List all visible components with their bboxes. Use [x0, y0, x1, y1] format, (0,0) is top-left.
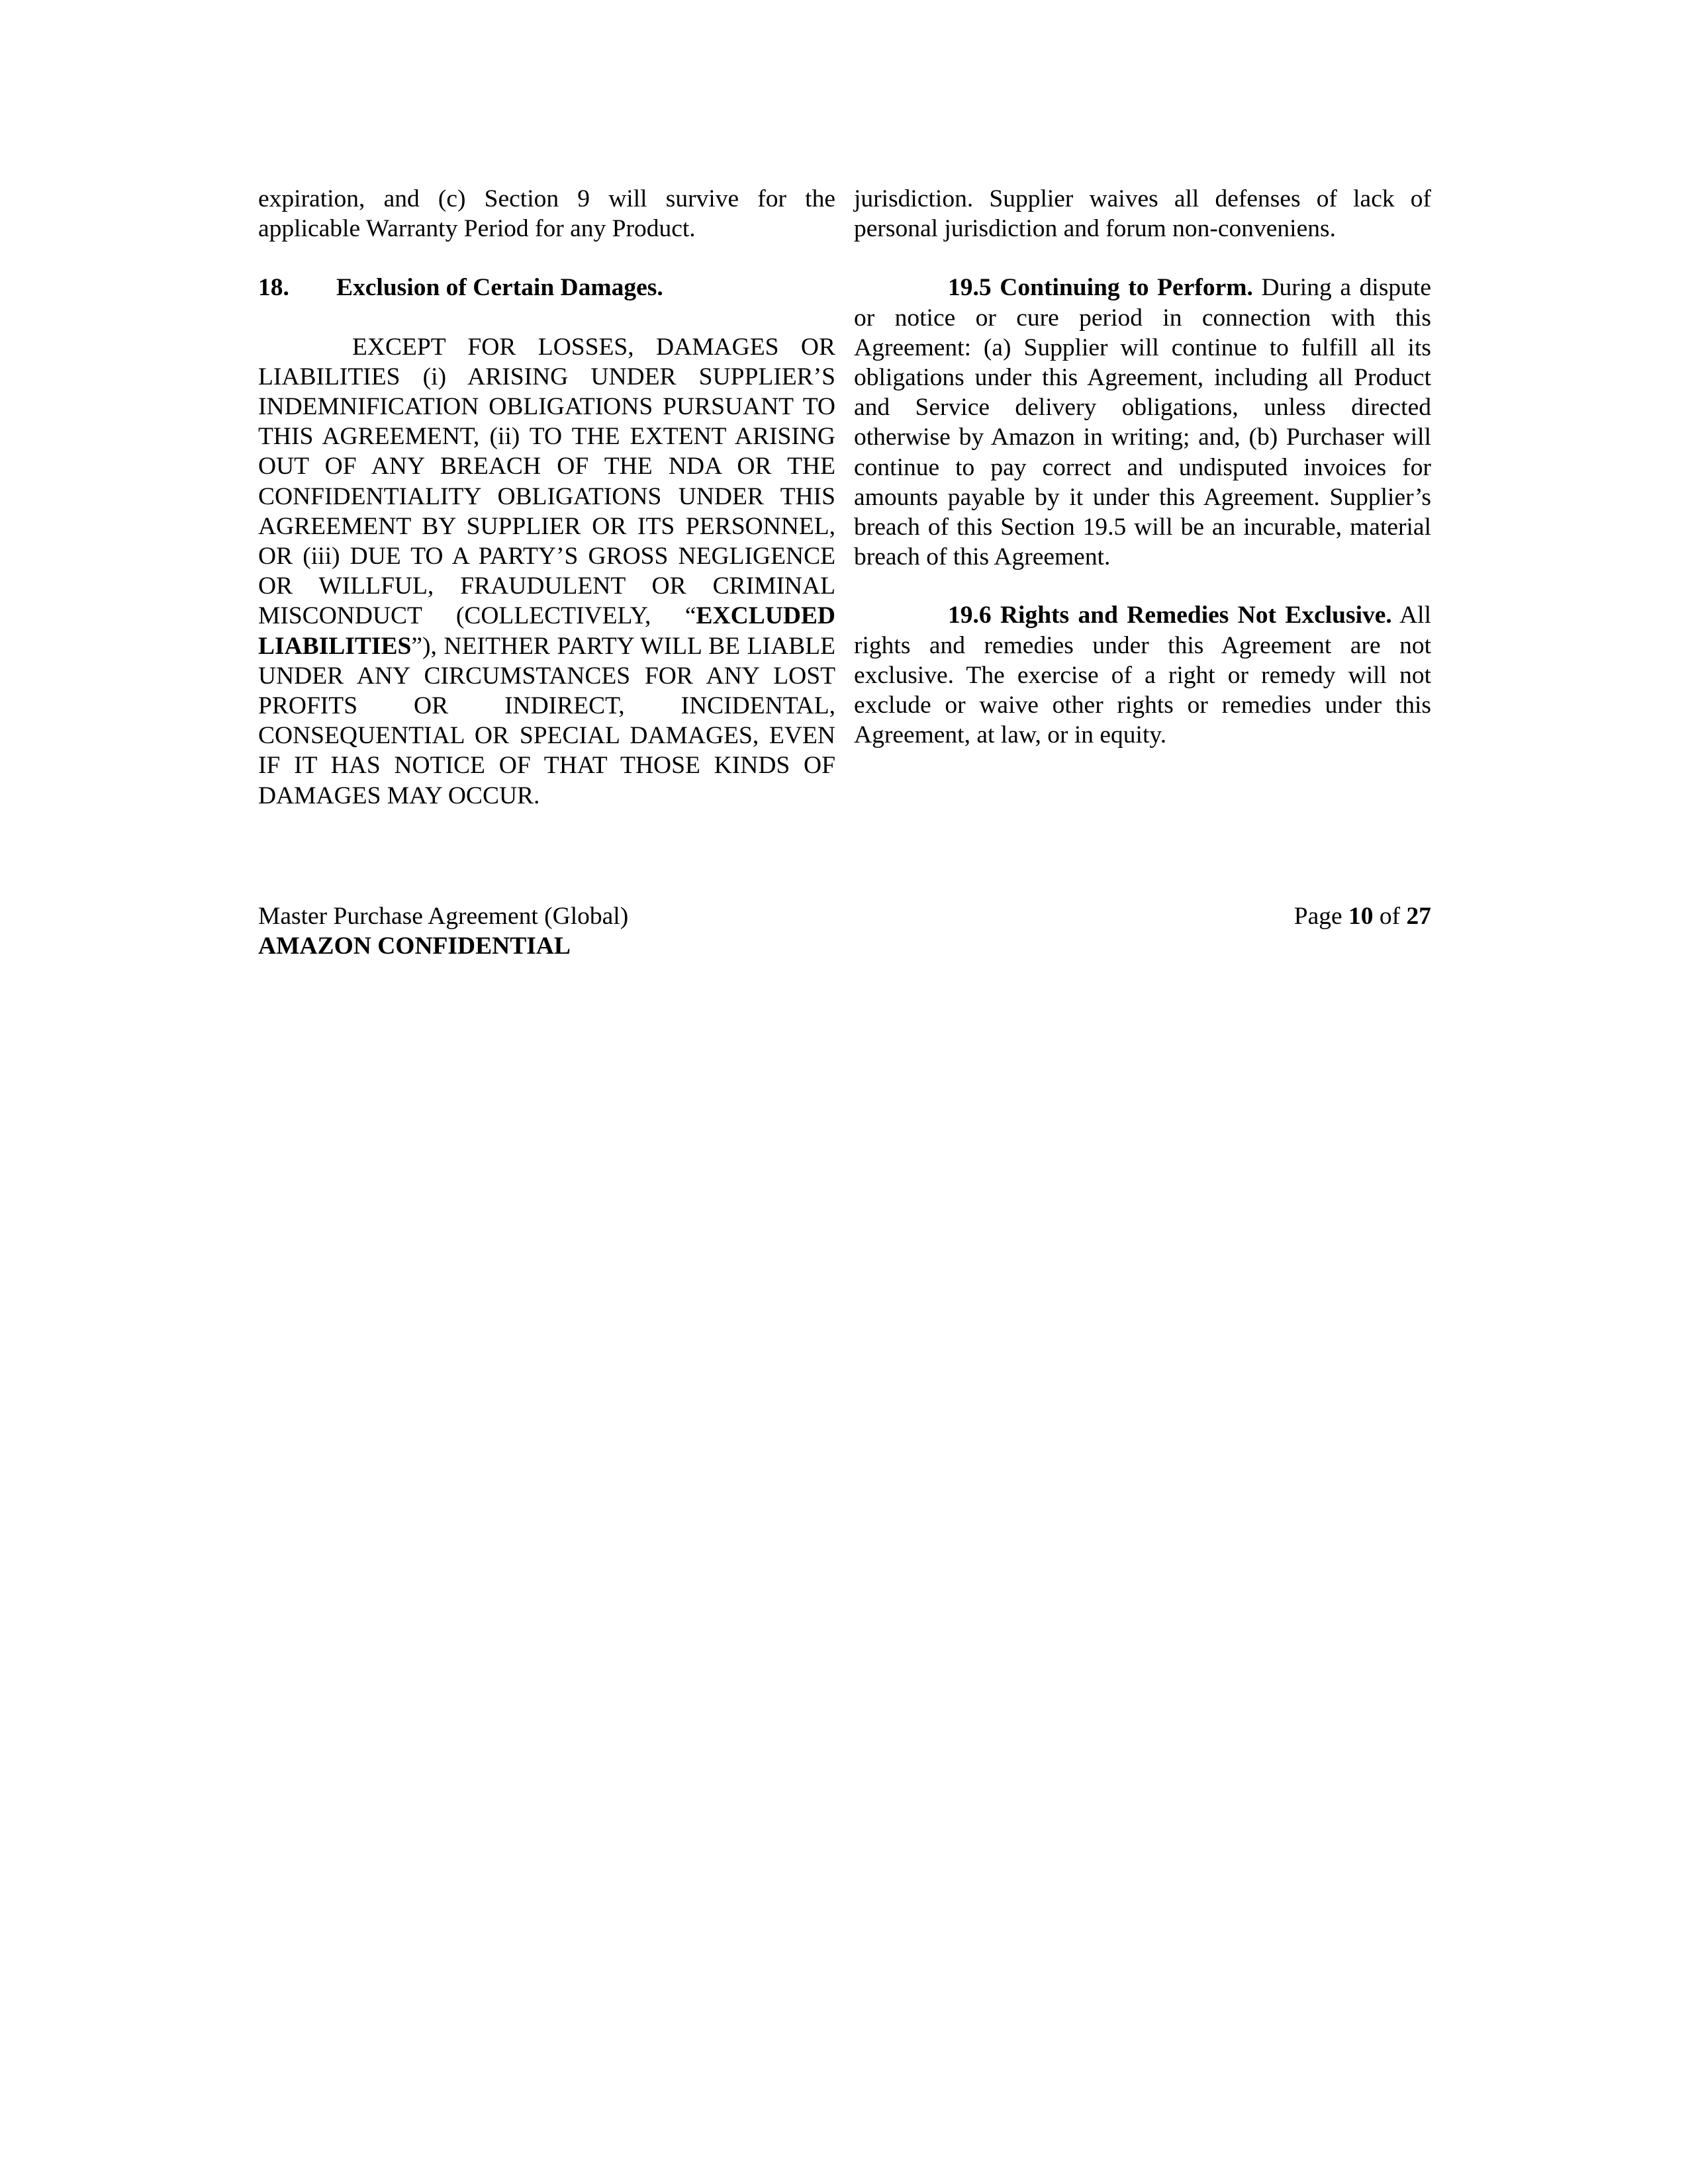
exclusion-text-end: ”), NEITHER PARTY WILL BE LIABLE UNDER ANY CIRCUMSTANCES FOR ANY LOST PROFITS OR INDIRECT, INCIDENTAL, CONSEQUENTIAL OR SPECIAL DAMAGES, EVEN IF IT HAS NOTICE OF THAT THOSE KINDS OF DAMAGES MAY OCCUR. [258, 632, 835, 809]
confidential-label: AMAZON CONFIDENTIAL [258, 933, 571, 960]
document-title: Master Purchase Agreement (Global) [258, 903, 629, 930]
survival-paragraph: expiration, and (c) Section 9 will survive for the applicable Warranty Period for any Product. [258, 185, 835, 243]
right-column [854, 184, 1431, 750]
page-number [1294, 901, 1431, 931]
section-19-6-paragraph [854, 600, 1431, 750]
exclusion-text-start: EXCEPT FOR LOSSES, DAMAGES OR LIABILITIES (i) ARISING UNDER SUPPLIER’S INDEMNIFICATION OBLIGATIONS PURSUANT TO THIS AGREEMENT, (ii) TO THE EXTENT ARISING OUT OF ANY BREACH OF THE NDA OR THE CONFIDENTIALITY OBLIGATIONS UNDER THIS AGREEMENT BY SUPPLIER OR ITS PERSONNEL, OR (iii) DUE TO A PARTY’S GROSS NEGLIGENCE OR WILLFUL, FRAUDULENT OR CRIMINAL MISCONDUCT (COLLECTIVELY, “ [258, 333, 835, 630]
page-of: of [1373, 903, 1407, 930]
section-19-5-title: 19.5 Continuing to Perform. [948, 274, 1253, 302]
section-number: 18. [258, 274, 289, 302]
page-current: 10 [1348, 903, 1374, 930]
left-column [258, 184, 835, 811]
section-19-6-title: 19.6 Rights and Remedies Not Exclusive. [948, 602, 1392, 629]
section-19-6-body: All rights and remedies under this Agreement are not exclusive. The exercise of a right or remedy will not exclude or waive other rights or remedies under this Agreement, at law, or in equity. [854, 602, 1431, 749]
page-prefix: Page [1293, 903, 1348, 930]
section-19-5-body: During a dispute or notice or cure period in connection with this Agreement: (a) Supplier will continue to fulfill all its obligations under this Agreement, including all Product and Service delivery obligations, unless directed otherwise by Amazon in writing; and, (b) Purchaser will continue to pay correct and undisputed invoices for amounts payable by it under this Agreement. Supplier’s breach of this Section 19.5 will be an incurable, material breach of this Agreement. [854, 274, 1431, 571]
excluded-liabilities-term: EXCLUDED LIABILITIES [258, 602, 835, 660]
section-heading-18 [258, 273, 835, 302]
footer-left [258, 901, 628, 961]
section-19-5-paragraph [854, 273, 1431, 572]
page-total: 27 [1406, 903, 1431, 930]
exclusion-paragraph [258, 332, 835, 811]
jurisdiction-paragraph: jurisdiction. Supplier waives all defenses of lack of personal jurisdiction and forum non-conveniens. [854, 185, 1431, 243]
section-title: Exclusion of Certain Damages. [336, 274, 663, 302]
